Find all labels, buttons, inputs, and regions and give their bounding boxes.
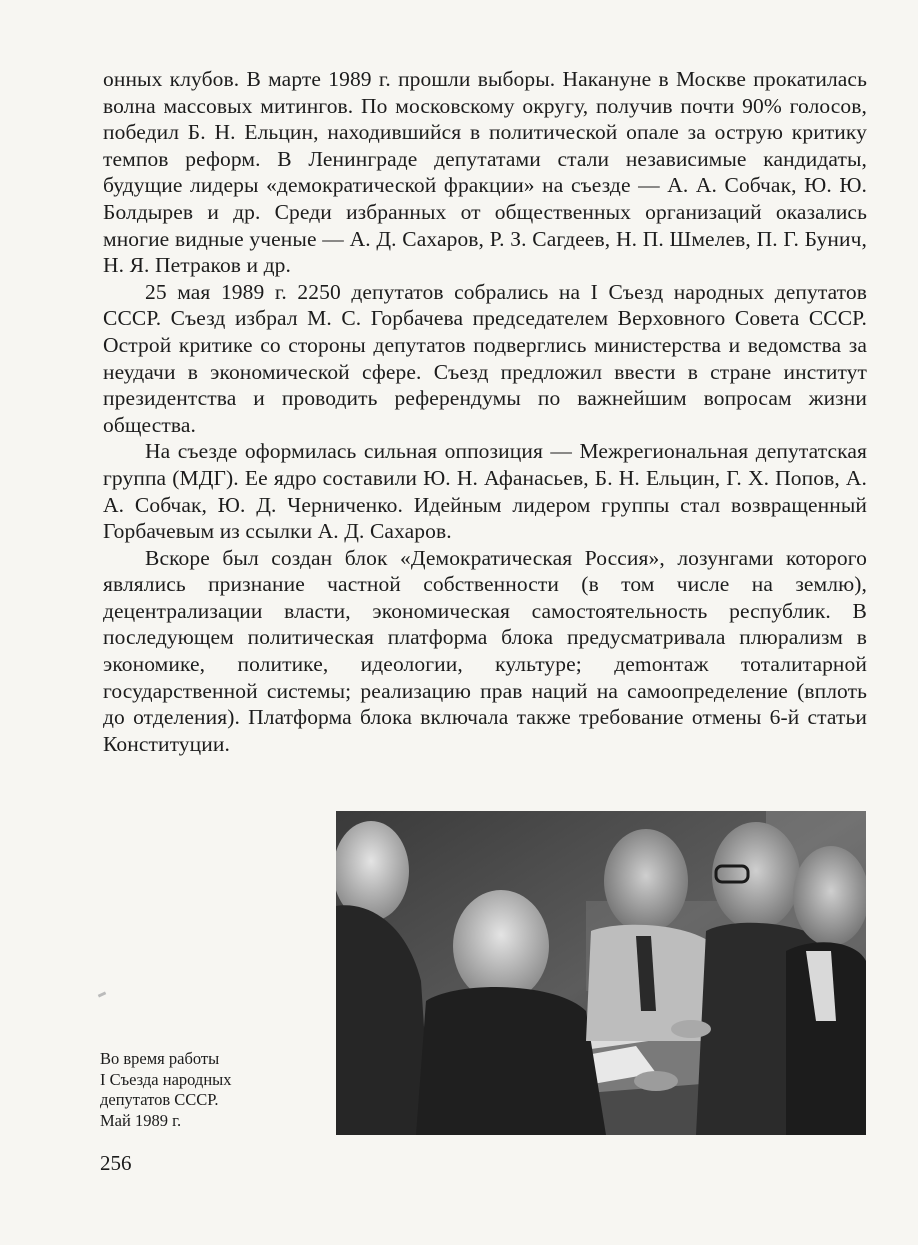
caption-line-2: I Съезда народных	[100, 1069, 232, 1089]
paragraph-elections: онных клубов. В марте 1989 г. прошли выборы. Накануне в Москве прокатилась волна массовых митингов. По московскому округу, получив почти 90% голосов, победил Б. Н. Ельцин, находившийся в политической опале за острую критику темпов реформ. В Ленинграде депутатами стали независимые кандидаты, будущие лидеры «демократической фракции» на съезде — А. А. Собчак, Ю. Ю. Болдырев и др. Среди избранных от общественных организаций оказались многие видные ученые — А. Д. Сахаров, Р. З. Сагдеев, Н. П. Шмелев, П. Г. Бунич, Н. Я. Петраков и др.	[103, 67, 867, 278]
paragraph-democratic-russia: Вскоре был создан блок «Демократическая Россия», лозунгами которого являлись признание частной собственности (в том числе на землю), децентрализации власти, экономическая самостоятельность республик. В последующем политическая платформа блока предусматривала плюрализм в экономике, политике, идеологии, культуре; деmонтаж тоталитарной государственной системы; реализацию прав наций на самоопределение (вплоть до отделения). Платформа блока включала также требование отмены 6-й статьи Конституции.	[103, 545, 867, 756]
photo-caption	[100, 1049, 320, 1131]
congress-photo	[336, 811, 866, 1135]
body-text	[103, 66, 867, 757]
congress-photo-illustration	[336, 811, 866, 1135]
caption-line-4: Май 1989 г.	[100, 1110, 182, 1130]
paragraph-first-congress: 25 мая 1989 г. 2250 депутатов собрались на I Съезд народных депутатов СССР. Съезд избрал М. С. Горбачева председателем Верховного Совета СССР. Острой критике со стороны депутатов подверглись министерства и ведомства за неудачи в экономической сфере. Съезд предложил ввести в стране институт президентства и проводить референдумы по важнейшим вопросам жизни общества.	[103, 279, 867, 437]
page-number: 256	[100, 1151, 132, 1175]
caption-line-3: депутатов СССР.	[100, 1090, 219, 1109]
scan-artifact	[98, 991, 107, 997]
caption-line-1: Во время работы	[100, 1049, 220, 1068]
paragraph-opposition: На съезде оформилась сильная оппозиция — Межрегиональная депутатская группа (МДГ). Ее ядро составили Ю. Н. Афанасьев, Б. Н. Ельцин, Г. Х. Попов, А. А. Собчак, Ю. Д. Черниченко. Идейным лидером группы стал возвращенный Горбачевым из ссылки А. Д. Сахаров.	[103, 439, 867, 544]
